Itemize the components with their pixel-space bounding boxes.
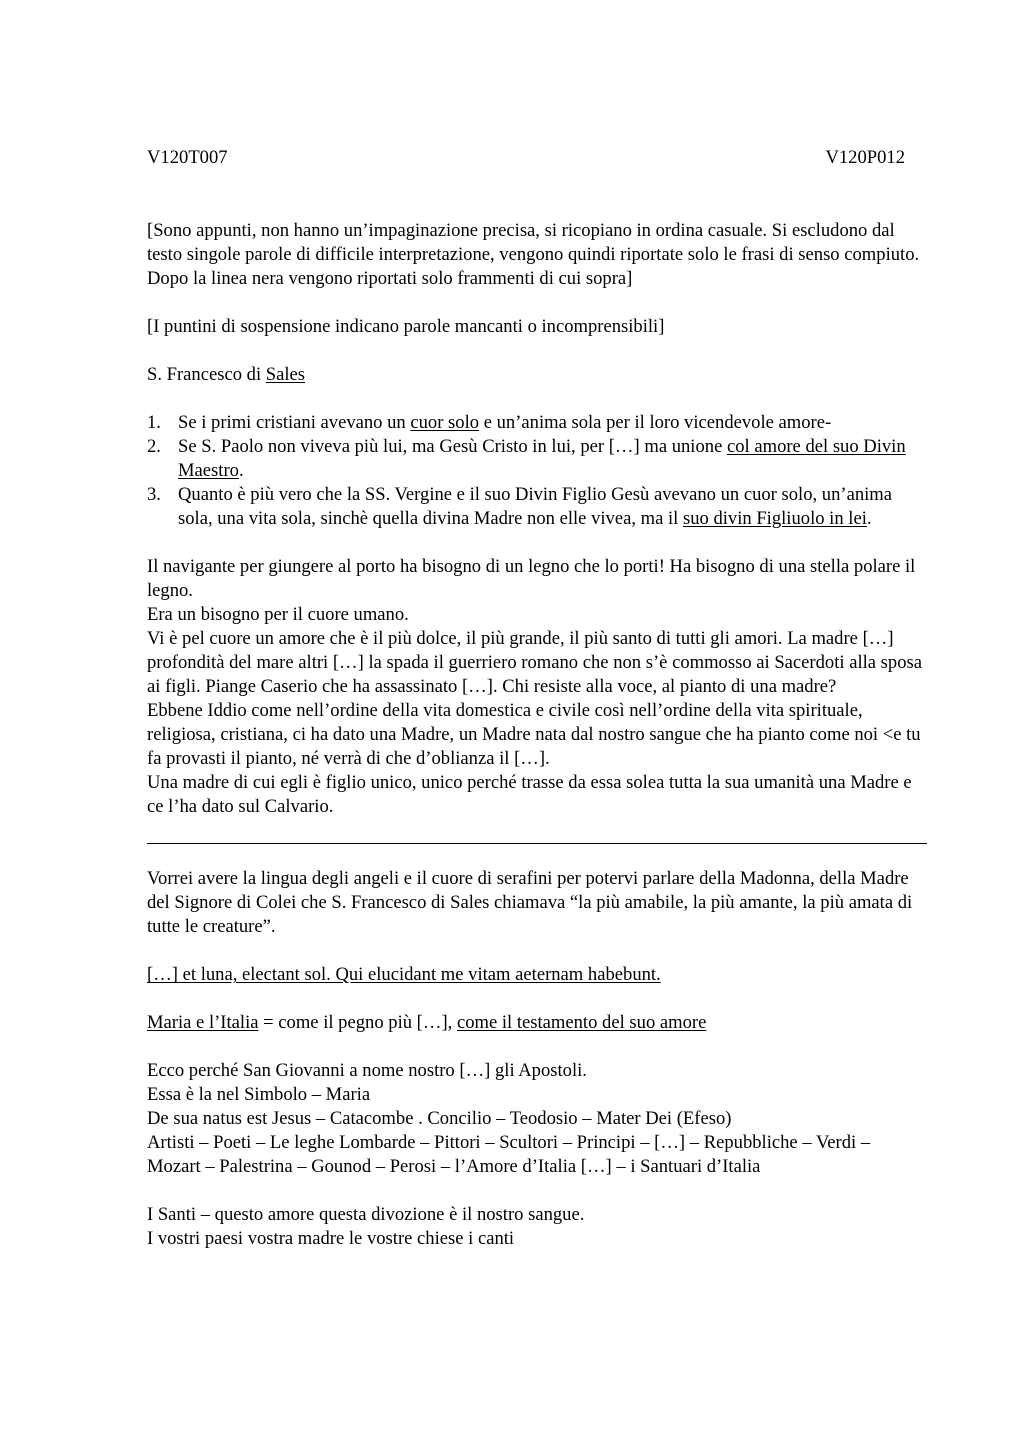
list-number: 1. xyxy=(147,412,161,433)
fragment-line: Essa è la nel Simbolo – Maria xyxy=(147,1084,371,1105)
fragment-line: Artisti – Poeti – Le leghe Lombarde – Pittori – Scultori – Principi – […] – Repubbliche – Verdi – Mozart – Palestrina – Gounod – Perosi – l’Amore d’Italia […] – i Santuari d’Italia xyxy=(147,1132,871,1177)
fragment-line: Ecco perché San Giovanni a nome nostro […] gli Apostoli. xyxy=(147,1060,587,1081)
list-item xyxy=(147,435,927,483)
numbered-list xyxy=(147,411,927,531)
section-title-underlined: Sales xyxy=(265,364,306,385)
fragment-lines xyxy=(147,1059,927,1179)
body-line: Il navigante per giungere al porto ha bisogno di un legno che lo porti! Ha bisogno di una stella polare il legno. xyxy=(147,556,916,601)
page-header xyxy=(147,146,905,170)
closing-line: I vostri paesi vostra madre le vostre chiese i canti xyxy=(147,1228,515,1249)
fragment-latin: […] et luna, electant sol. Qui elucidant me vitam aeternam habebunt. xyxy=(147,964,661,985)
section-title-prefix: S. Francesco di xyxy=(147,364,266,385)
document-code-left: V120T007 xyxy=(147,147,228,168)
document-code-right: V120P012 xyxy=(825,147,905,168)
list-item xyxy=(147,483,927,531)
body-paragraph xyxy=(147,555,927,819)
list-text: Se i primi cristiani avevano un cuor solo e un’anima sola per il loro vicendevole amore- xyxy=(178,412,832,433)
list-item xyxy=(147,411,927,435)
body-line: Vi è pel cuore un amore che è il più dolce, il più grande, il più santo di tutti gli amori. La madre […] profondità del mare altri […] la spada il guerriero romano che non s’è commosso ai Sacerdoti alla sposa ai figli. Piange Caserio che ha assassinato […]. Chi resiste alla voce, al pianto di una madre? xyxy=(147,628,922,697)
body-line: Ebbene Iddio come nell’ordine della vita domestica e civile così nell’ordine della vita spirituale, religiosa, cristiana, ci ha dato una Madre, un Madre nata dal nostro sangue che ha pianto come noi <e tu fa provasti il pianto, né verrà di che d’oblianza il […]. xyxy=(147,700,921,769)
fragment-vorrei: Vorrei avere la lingua degli angeli e il cuore di serafini per potervi parlare della Madonna, della Madre del Signore di Colei che S. Francesco di Sales chiamava “la più amabile, la più amante, la più amata di tutte le creature”. xyxy=(147,868,913,937)
list-number: 3. xyxy=(147,484,161,505)
list-text: Quanto è più vero che la SS. Vergine e il suo Divin Figlio Gesù avevano un cuor solo, un’anima sola, una vita sola, sinchè quella divina Madre non elle vivea, ma il suo divin Figliuolo in lei. xyxy=(178,484,893,529)
fragment-line: De sua natus est Jesus – Catacombe . Concilio – Teodosio – Mater Dei (Efeso) xyxy=(147,1108,732,1129)
list-text: Se S. Paolo non viveva più lui, ma Gesù Cristo in lui, per […] ma unione col amore del suo Divin Maestro. xyxy=(178,436,906,481)
fragment-maria: Maria e l’Italia = come il pegno più […], come il testamento del suo amore xyxy=(147,1012,707,1033)
closing-lines xyxy=(147,1203,927,1251)
ellipsis-note: [I puntini di sospensione indicano parole mancanti o incomprensibili] xyxy=(147,316,665,337)
closing-line: I Santi – questo amore questa divozione è il nostro sangue. xyxy=(147,1204,585,1225)
body-line: Era un bisogno per il cuore umano. xyxy=(147,604,409,625)
section-title xyxy=(147,363,927,387)
editorial-note: [Sono appunti, non hanno un’impaginazione precisa, si ricopiano in ordina casuale. Si escludono dal testo singole parole di difficile interpretazione, vengono quindi riportate solo le frasi di senso compiuto. Dopo la linea nera vengono riportati solo frammenti di cui sopra] xyxy=(147,220,920,289)
list-number: 2. xyxy=(147,436,161,457)
document-body xyxy=(147,219,927,1251)
body-line: Una madre di cui egli è figlio unico, unico perché trasse da essa solea tutta la sua umanità una Madre e ce l’ha dato sul Calvario. xyxy=(147,772,912,817)
